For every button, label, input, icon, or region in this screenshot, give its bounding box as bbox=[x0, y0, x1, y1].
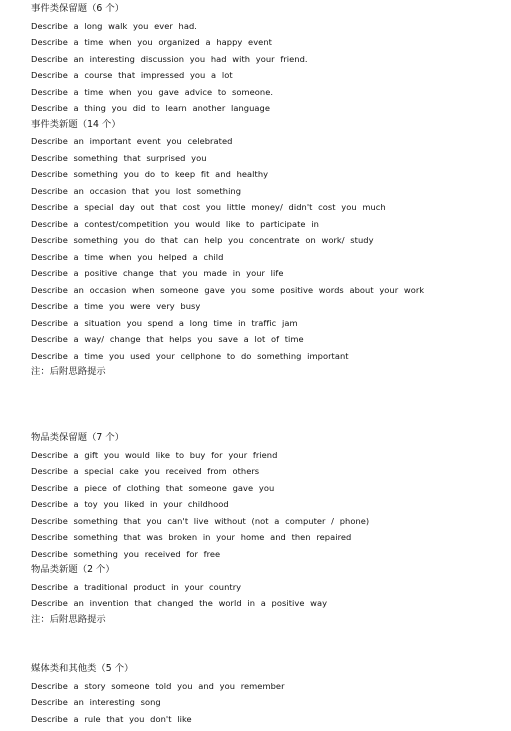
topic-item: Describe a special day out that cost you little money/ didn't cost you much bbox=[31, 202, 386, 212]
section-heading-events-new: 事件类新题（14 个） bbox=[31, 118, 121, 130]
section-heading-objects-retained: 物品类保留题（7 个） bbox=[31, 432, 125, 443]
media-block bbox=[31, 661, 501, 727]
topic-item: Describe a special cake you received from others bbox=[31, 466, 260, 476]
topic-item: Describe a piece of clothing that someone gave you bbox=[31, 482, 275, 493]
topic-item: Describe a thing you did to learn another language bbox=[31, 103, 270, 113]
topic-item: Describe a way/ change that helps you save a lot of time bbox=[31, 334, 304, 344]
topic-item: Describe a time you used your cellphone to do something important bbox=[31, 350, 349, 361]
topic-item: Describe a time when you gave advice to someone. bbox=[31, 86, 274, 97]
topic-item: Describe a time you were very busy bbox=[31, 301, 201, 311]
topic-item: Describe a time when you helped a child bbox=[31, 251, 224, 262]
events-block bbox=[31, 1, 501, 381]
topic-item: Describe a long walk you ever had. bbox=[31, 20, 197, 31]
section-heading-media-other: 媒体类和其他类（5 个） bbox=[31, 663, 134, 674]
topic-item: Describe a toy you liked in your childhood bbox=[31, 499, 229, 509]
topic-item: Describe an important event you celebrated bbox=[31, 136, 233, 146]
topic-item: Describe something that surprised you bbox=[31, 152, 207, 163]
topic-item: Describe an invention that changed the world in a positive way bbox=[31, 598, 328, 608]
topic-item: Describe something you received for free bbox=[31, 548, 221, 559]
topic-item: Describe an interesting song bbox=[31, 697, 161, 707]
topic-item: Describe a contest/competition you would like to participate in bbox=[31, 218, 319, 229]
topic-item: Describe a time when you organized a happy event bbox=[31, 37, 272, 47]
topic-item: Describe a traditional product in your country bbox=[31, 581, 242, 592]
topic-item: Describe a positive change that you made in your life bbox=[31, 268, 284, 278]
objects-block bbox=[31, 430, 501, 628]
topic-item: Describe something you do that can help you concentrate on work/ study bbox=[31, 235, 374, 245]
note-text: 注：后附思路提示 bbox=[31, 613, 106, 625]
topic-item: Describe an interesting discussion you had with your friend. bbox=[31, 53, 308, 64]
topic-item: Describe a story someone told you and you remember bbox=[31, 680, 285, 691]
section-heading-events-retained: 事件类保留题（6 个） bbox=[31, 3, 125, 14]
topic-item: Describe an occasion that you lost something bbox=[31, 185, 242, 196]
topic-item: Describe a situation you spend a long time in traffic jam bbox=[31, 317, 298, 328]
note-text: 注：后附思路提示 bbox=[31, 366, 106, 377]
topic-item: Describe an occasion when someone gave you some positive words about your work bbox=[31, 284, 425, 295]
topic-item: Describe a rule that you don't like bbox=[31, 713, 192, 724]
topic-item: Describe something that was broken in your home and then repaired bbox=[31, 532, 352, 542]
topic-item: Describe a course that impressed you a lot bbox=[31, 70, 233, 80]
topic-item: Describe something that you can't live without (not a computer / phone) bbox=[31, 515, 370, 526]
topic-item: Describe something you do to keep fit and healthy bbox=[31, 169, 269, 179]
section-heading-objects-new: 物品类新题（2 个） bbox=[31, 564, 115, 575]
topic-item: Describe a gift you would like to buy for your friend bbox=[31, 449, 278, 460]
